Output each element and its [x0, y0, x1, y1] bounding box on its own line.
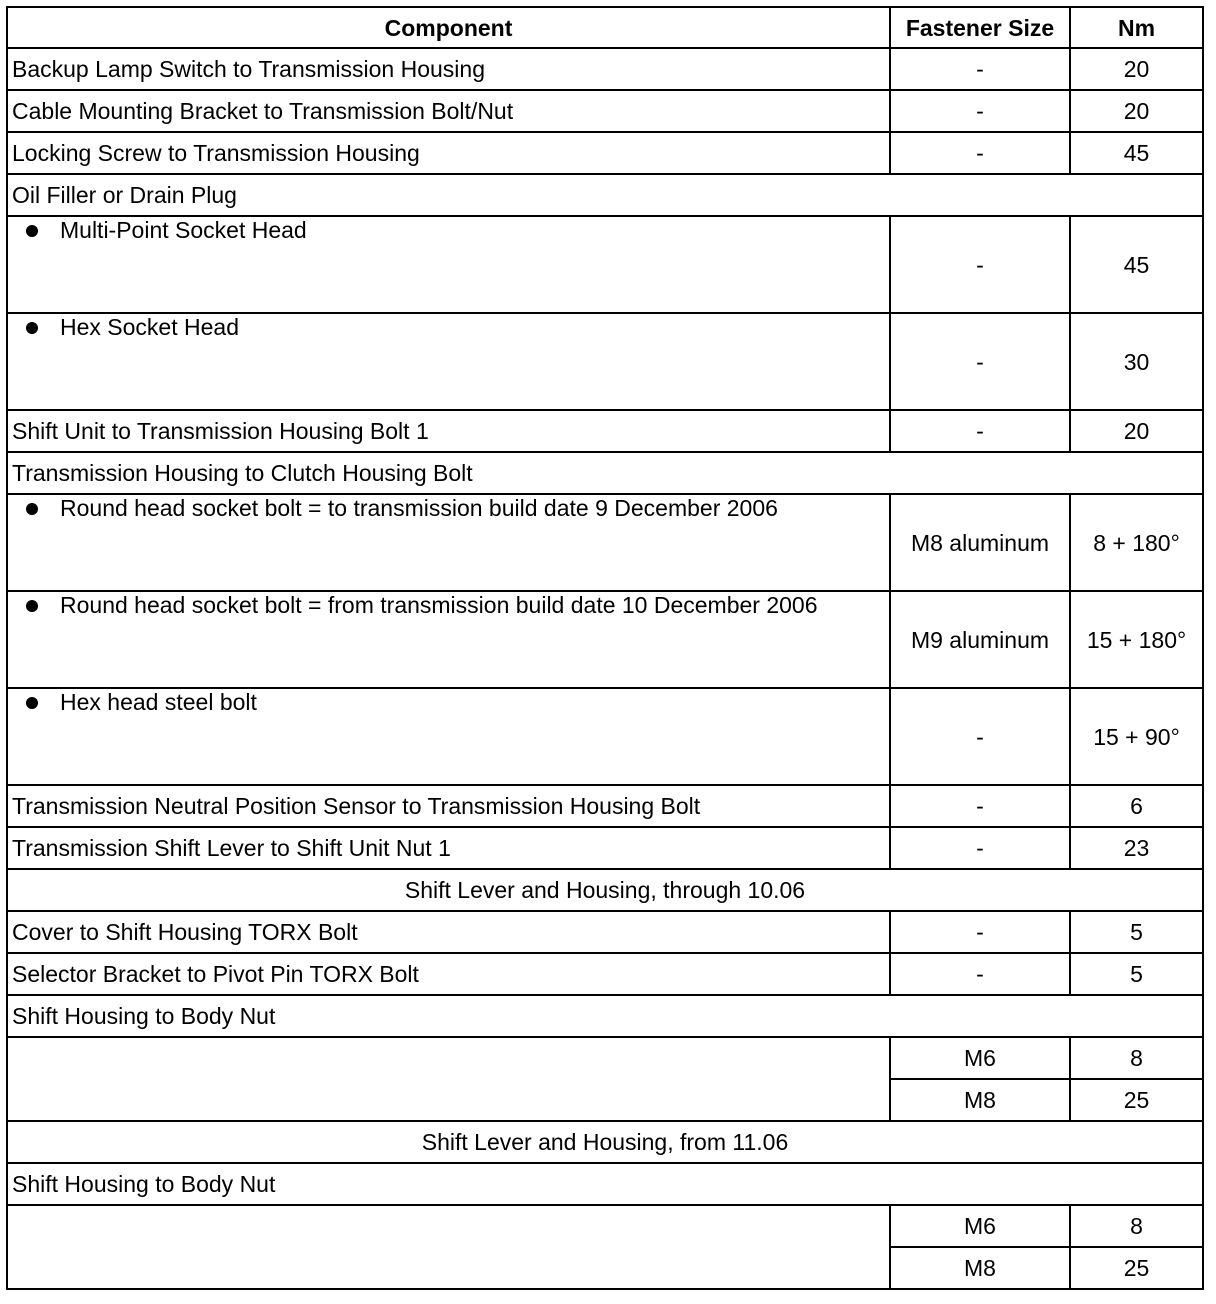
component-cell: Selector Bracket to Pivot Pin TORX Bolt: [7, 953, 890, 995]
table-row: [7, 174, 1203, 216]
header-nm: Nm: [1070, 7, 1203, 48]
size-cell: M8: [890, 1247, 1070, 1289]
table-row: [7, 90, 1203, 132]
size-cell: -: [890, 216, 1070, 313]
component-cell: Shift Unit to Transmission Housing Bolt 1: [7, 410, 890, 452]
size-cell: -: [890, 90, 1070, 132]
size-cell: M8 aluminum: [890, 494, 1070, 591]
table-row: [7, 1037, 1203, 1079]
component-text: Hex head steel bolt: [60, 689, 257, 715]
component-cell: Backup Lamp Switch to Transmission Housing: [7, 48, 890, 90]
table-row: [7, 591, 1203, 688]
nm-cell: 45: [1070, 132, 1203, 174]
size-cell: -: [890, 827, 1070, 869]
component-cell: [7, 313, 890, 410]
component-text: Multi-Point Socket Head: [60, 217, 307, 243]
nm-cell: 20: [1070, 90, 1203, 132]
component-cell: Cable Mounting Bracket to Transmission Bolt/Nut: [7, 90, 890, 132]
size-cell: -: [890, 785, 1070, 827]
size-cell: -: [890, 132, 1070, 174]
size-cell: M9 aluminum: [890, 591, 1070, 688]
size-cell: -: [890, 48, 1070, 90]
nm-cell: 15 + 180°: [1070, 591, 1203, 688]
group-heading-cell: Shift Housing to Body Nut: [7, 1163, 1203, 1205]
nm-cell: 8: [1070, 1037, 1203, 1079]
bullet-icon: [26, 225, 38, 237]
component-cell: Transmission Shift Lever to Shift Unit Nut 1: [7, 827, 890, 869]
table-row: [7, 452, 1203, 494]
table-row: [7, 1205, 1203, 1247]
table-row: [7, 132, 1203, 174]
group-heading-cell: Shift Housing to Body Nut: [7, 995, 1203, 1037]
component-text: Round head socket bolt = to transmission build date 9 December 2006: [60, 495, 778, 521]
size-cell: -: [890, 313, 1070, 410]
header-fastener-size: Fastener Size: [890, 7, 1070, 48]
size-cell: M6: [890, 1205, 1070, 1247]
component-text: Hex Socket Head: [60, 314, 239, 340]
bullet-icon: [26, 600, 38, 612]
torque-spec-table: [6, 6, 1204, 1290]
nm-cell: 5: [1070, 911, 1203, 953]
empty-cell: [7, 1205, 890, 1289]
table-row: [7, 216, 1203, 313]
nm-cell: 15 + 90°: [1070, 688, 1203, 785]
component-cell: Transmission Neutral Position Sensor to Transmission Housing Bolt: [7, 785, 890, 827]
table-row: [7, 494, 1203, 591]
table-row: [7, 911, 1203, 953]
table-row: [7, 995, 1203, 1037]
header-row: [7, 7, 1203, 48]
nm-cell: 20: [1070, 48, 1203, 90]
table-row: [7, 313, 1203, 410]
table-row: [7, 410, 1203, 452]
section-heading: Shift Lever and Housing, from 11.06: [7, 1121, 1203, 1163]
component-cell: Cover to Shift Housing TORX Bolt: [7, 911, 890, 953]
component-text: Round head socket bolt = from transmission build date 10 December 2006: [60, 592, 818, 618]
group-heading-cell: Transmission Housing to Clutch Housing Bolt: [7, 452, 1203, 494]
nm-cell: 45: [1070, 216, 1203, 313]
header-component: Component: [7, 7, 890, 48]
size-cell: -: [890, 688, 1070, 785]
table-row: [7, 785, 1203, 827]
nm-cell: 25: [1070, 1247, 1203, 1289]
bullet-icon: [26, 503, 38, 515]
empty-cell: [7, 1037, 890, 1121]
section-row: [7, 1121, 1203, 1163]
size-cell: -: [890, 410, 1070, 452]
table-row: [7, 827, 1203, 869]
table-row: [7, 953, 1203, 995]
nm-cell: 30: [1070, 313, 1203, 410]
component-cell: [7, 494, 890, 591]
nm-cell: 6: [1070, 785, 1203, 827]
table-row: [7, 1163, 1203, 1205]
size-cell: -: [890, 911, 1070, 953]
bullet-icon: [26, 322, 38, 334]
section-row: [7, 869, 1203, 911]
nm-cell: 8 + 180°: [1070, 494, 1203, 591]
component-cell: [7, 688, 890, 785]
size-cell: -: [890, 953, 1070, 995]
size-cell: M6: [890, 1037, 1070, 1079]
section-heading: Shift Lever and Housing, through 10.06: [7, 869, 1203, 911]
table-row: [7, 48, 1203, 90]
component-cell: [7, 216, 890, 313]
size-cell: M8: [890, 1079, 1070, 1121]
nm-cell: 8: [1070, 1205, 1203, 1247]
component-cell: [7, 591, 890, 688]
nm-cell: 25: [1070, 1079, 1203, 1121]
group-heading-cell: Oil Filler or Drain Plug: [7, 174, 1203, 216]
nm-cell: 20: [1070, 410, 1203, 452]
nm-cell: 5: [1070, 953, 1203, 995]
table-row: [7, 688, 1203, 785]
nm-cell: 23: [1070, 827, 1203, 869]
component-cell: Locking Screw to Transmission Housing: [7, 132, 890, 174]
bullet-icon: [26, 697, 38, 709]
